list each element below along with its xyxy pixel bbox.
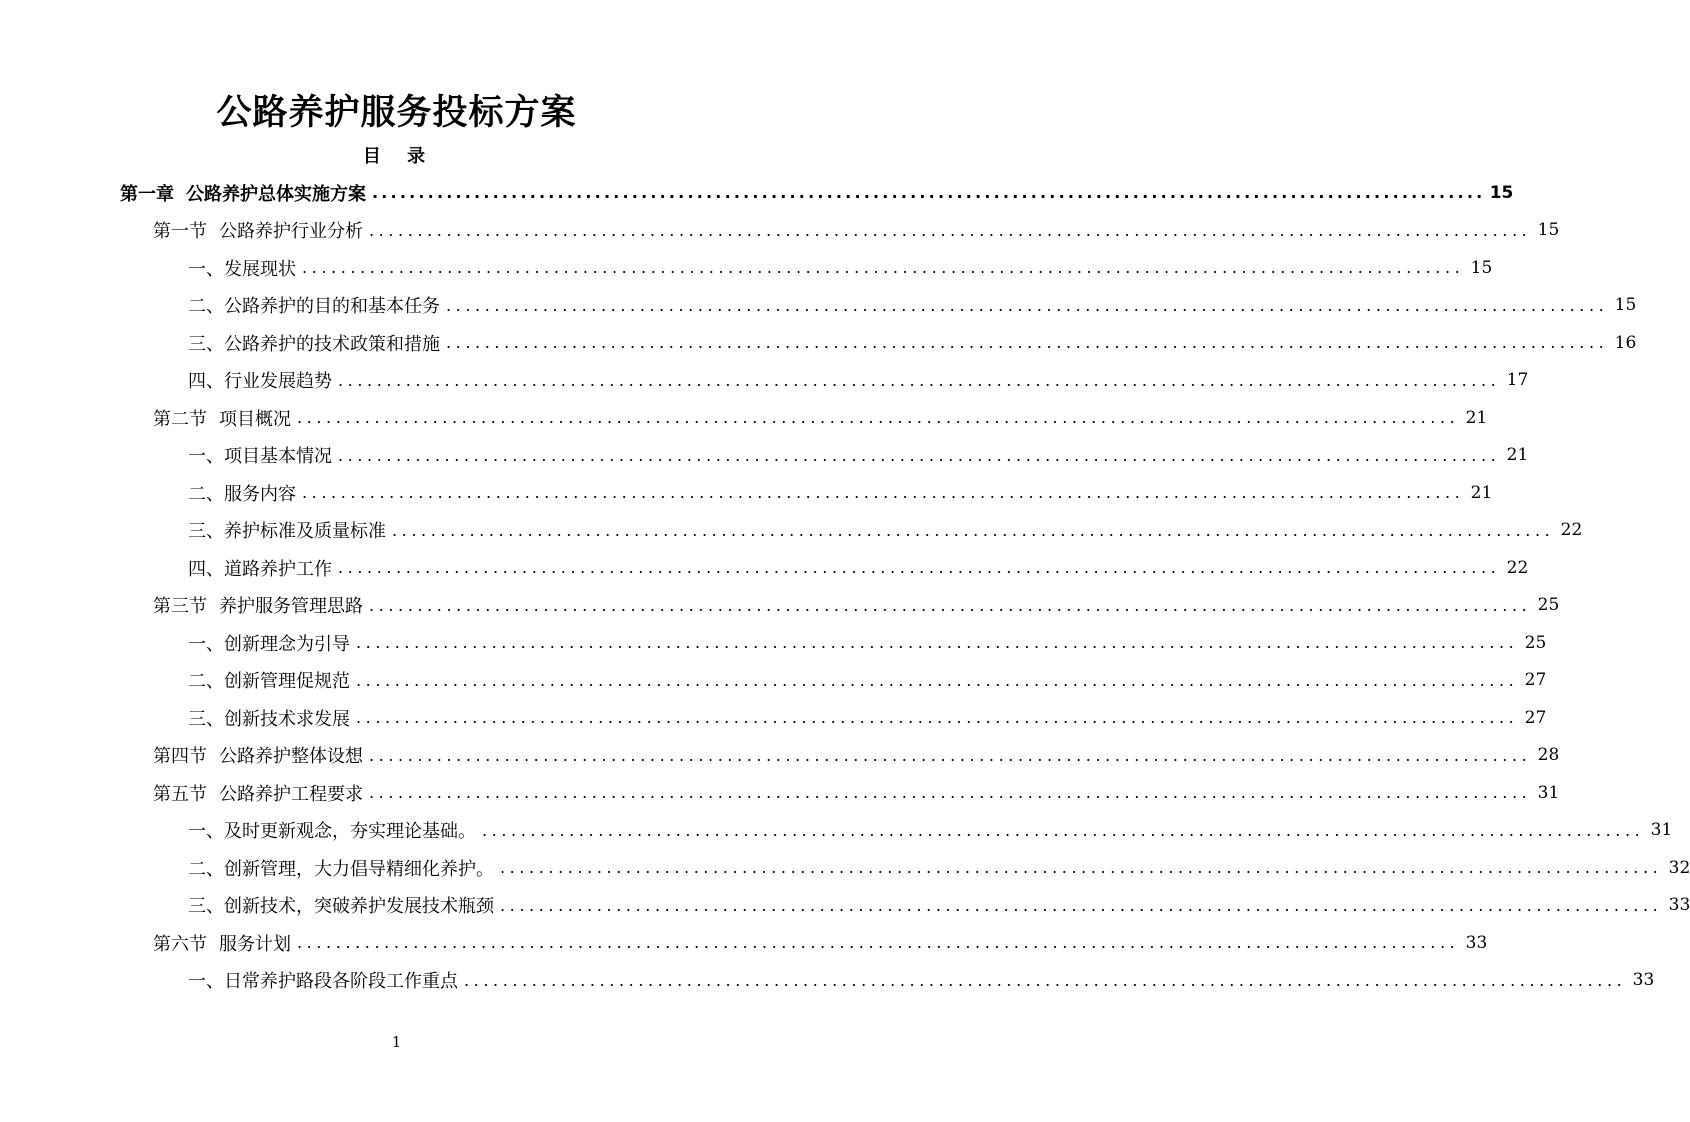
toc-dot-leader: ........................................................................................................................ <box>369 745 1532 765</box>
toc-entry[interactable] <box>0 512 1583 550</box>
toc-entry-page: 27 <box>1524 670 1547 691</box>
toc-entry[interactable] <box>0 887 1690 925</box>
toc-entry-number: 第四节 <box>153 746 207 768</box>
toc-entry[interactable] <box>0 549 1529 587</box>
toc-entry[interactable] <box>0 812 1673 850</box>
toc-entry[interactable] <box>0 737 1560 775</box>
toc-entry-page: 15 <box>1537 220 1560 241</box>
toc-entry[interactable] <box>0 962 1655 1000</box>
toc-dot-leader: ........................................................................................................................ <box>302 483 1465 503</box>
toc-dot-leader: ........................................................................................................................ <box>369 783 1532 803</box>
toc-entry-page: 27 <box>1524 707 1547 728</box>
toc-entry-label: 四、道路养护工作 <box>188 558 332 580</box>
toc-entry-label: 二、创新管理，大力倡导精细化养护。 <box>188 858 494 880</box>
toc-entry-label: 三、公路养护的技术政策和措施 <box>188 333 440 355</box>
toc-entry[interactable] <box>0 287 1637 325</box>
toc-entry-label: 项目概况 <box>219 408 291 430</box>
toc-entry-label: 三、养护标准及质量标准 <box>188 521 386 543</box>
toc-dot-leader: ........................................................................................................................ <box>338 558 1501 578</box>
toc-dot-leader: ........................................................................................................................ <box>369 595 1532 615</box>
toc-entry[interactable] <box>0 399 1488 437</box>
toc-entry-page: 22 <box>1506 557 1529 578</box>
toc-entry-page: 32 <box>1668 857 1690 878</box>
toc-entry-number: 第六节 <box>153 933 207 955</box>
toc-entry-label: 二、公路养护的目的和基本任务 <box>188 296 440 318</box>
toc-entry[interactable] <box>0 699 1547 737</box>
toc-entry-page: 31 <box>1650 820 1673 841</box>
toc-dot-leader: ........................................................................................................................ <box>500 858 1663 878</box>
toc-entry-label: 公路养护总体实施方案 <box>186 183 366 205</box>
toc-entry[interactable] <box>0 924 1488 962</box>
toc-entry-number: 第一章 <box>120 183 174 205</box>
toc-entry-page: 21 <box>1506 445 1529 466</box>
table-of-contents <box>0 174 1690 999</box>
toc-entry-page: 15 <box>1489 182 1514 203</box>
toc-entry[interactable] <box>0 249 1493 287</box>
toc-dot-leader: ........................................................................................................................ <box>372 183 1486 203</box>
toc-dot-leader: ........................................................................................................................ <box>482 820 1645 840</box>
toc-entry[interactable] <box>0 362 1529 400</box>
toc-entry-page: 33 <box>1465 932 1488 953</box>
toc-entry[interactable] <box>0 849 1690 887</box>
toc-entry[interactable] <box>0 437 1529 475</box>
toc-entry-page: 22 <box>1560 520 1583 541</box>
toc-dot-leader: ........................................................................................................................ <box>464 970 1627 990</box>
toc-entry-page: 17 <box>1506 370 1529 391</box>
toc-entry-page: 25 <box>1524 632 1547 653</box>
toc-entry-number: 第二节 <box>153 408 207 430</box>
toc-entry-label: 公路养护工程要求 <box>219 783 363 805</box>
toc-dot-leader: ........................................................................................................................ <box>297 933 1460 953</box>
toc-entry-label: 一、及时更新观念，夯实理论基础。 <box>188 821 476 843</box>
toc-entry-label: 公路养护整体设想 <box>219 746 363 768</box>
toc-entry-number: 第三节 <box>153 596 207 618</box>
toc-entry-label: 二、服务内容 <box>188 483 296 505</box>
toc-entry-page: 31 <box>1537 782 1560 803</box>
toc-entry[interactable] <box>0 774 1560 812</box>
toc-entry-label: 养护服务管理思路 <box>219 596 363 618</box>
toc-entry[interactable] <box>0 624 1547 662</box>
toc-entry-page: 28 <box>1537 745 1560 766</box>
toc-entry-label: 二、创新管理促规范 <box>188 671 350 693</box>
toc-entry-label: 三、创新技术，突破养护发展技术瓶颈 <box>188 896 494 918</box>
toc-entry[interactable] <box>0 324 1637 362</box>
toc-dot-leader: ........................................................................................................................ <box>500 895 1663 915</box>
toc-entry-page: 33 <box>1632 970 1655 991</box>
toc-entry-label: 三、创新技术求发展 <box>188 708 350 730</box>
toc-entry-page: 15 <box>1470 257 1493 278</box>
document-title: 公路养护服务投标方案 <box>216 93 577 133</box>
page-number: 1 <box>391 1033 402 1051</box>
toc-entry-label: 一、项目基本情况 <box>188 446 332 468</box>
toc-entry-label: 一、发展现状 <box>188 258 296 280</box>
toc-entry[interactable] <box>0 474 1493 512</box>
toc-entry-page: 15 <box>1614 295 1637 316</box>
toc-dot-leader: ........................................................................................................................ <box>338 445 1501 465</box>
toc-entry-page: 21 <box>1465 407 1488 428</box>
toc-dot-leader: ........................................................................................................................ <box>369 220 1532 240</box>
toc-entry-label: 四、行业发展趋势 <box>188 371 332 393</box>
toc-entry-page: 33 <box>1668 895 1690 916</box>
toc-entry-number: 第五节 <box>153 783 207 805</box>
toc-entry-label: 公路养护行业分析 <box>219 221 363 243</box>
toc-dot-leader: ........................................................................................................................ <box>302 258 1465 278</box>
toc-entry-label: 一、创新理念为引导 <box>188 633 350 655</box>
toc-entry[interactable] <box>0 212 1560 250</box>
toc-entry-page: 25 <box>1537 595 1560 616</box>
toc-entry[interactable] <box>0 587 1560 625</box>
toc-entry[interactable] <box>0 174 1514 212</box>
toc-dot-leader: ........................................................................................................................ <box>446 333 1609 353</box>
toc-entry-page: 21 <box>1470 482 1493 503</box>
toc-heading: 目 录 <box>362 146 436 167</box>
toc-dot-leader: ........................................................................................................................ <box>356 633 1519 653</box>
toc-dot-leader: ........................................................................................................................ <box>356 670 1519 690</box>
toc-dot-leader: ........................................................................................................................ <box>356 708 1519 728</box>
toc-dot-leader: ........................................................................................................................ <box>338 370 1501 390</box>
toc-entry-label: 一、日常养护路段各阶段工作重点 <box>188 971 458 993</box>
toc-entry-label: 服务计划 <box>219 933 291 955</box>
toc-entry-page: 16 <box>1614 332 1637 353</box>
toc-dot-leader: ........................................................................................................................ <box>297 408 1460 428</box>
toc-dot-leader: ........................................................................................................................ <box>446 295 1609 315</box>
toc-dot-leader: ........................................................................................................................ <box>392 520 1555 540</box>
toc-entry-number: 第一节 <box>153 221 207 243</box>
toc-entry[interactable] <box>0 662 1547 700</box>
